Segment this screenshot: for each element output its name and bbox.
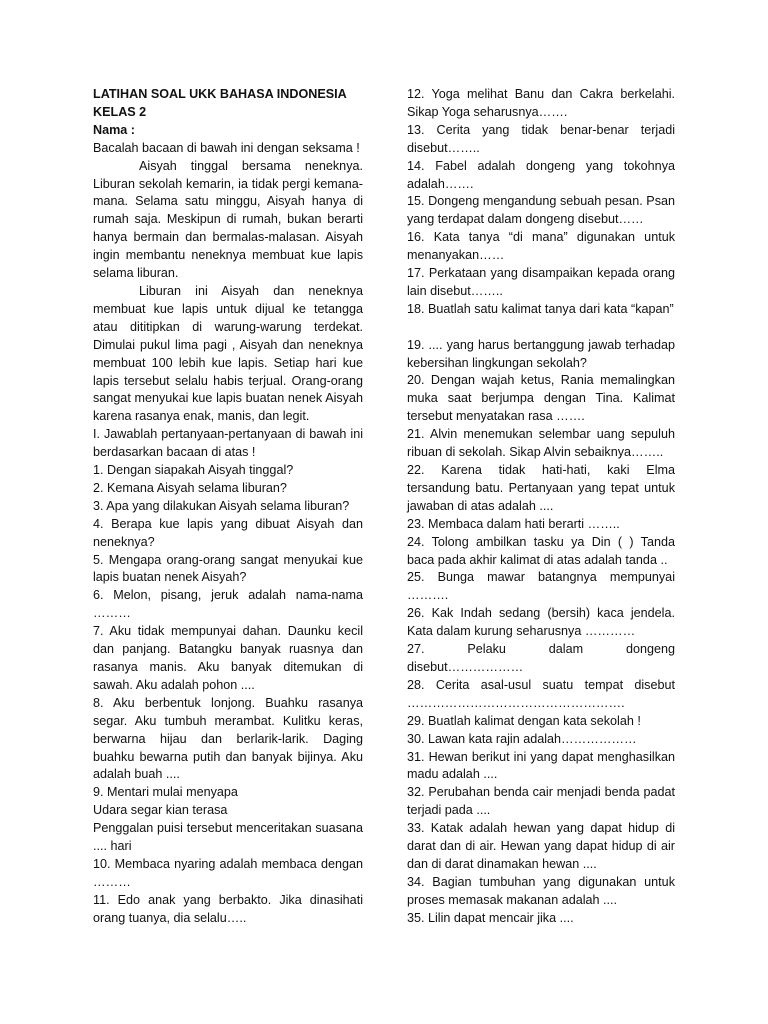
question-8: 8. Aku berbentuk lonjong. Buahku rasanya segar. Aku tumbuh merambat. Kulitku keras, berwarna hijau dan berlarik-larik. Daging buahku bewarna putih dan banyak bijinya. Aku adalah buah ....: [93, 695, 363, 782]
reading-instruction: Bacalah bacaan di bawah ini dengan seksama !: [93, 140, 360, 155]
question-24: 24. Tolong ambilkan tasku ya Din ( ) Tanda baca pada akhir kalimat di atas adalah tanda ..: [407, 534, 675, 567]
blank-line: [407, 319, 675, 337]
question-28: 28. Cerita asal-usul suatu tempat disebut …………………………………………….: [407, 677, 675, 710]
question-9-line-2: Udara segar kian terasa: [93, 803, 228, 818]
name-label: Nama :: [93, 122, 135, 137]
question-1: 1. Dengan siapakah Aisyah tinggal?: [93, 463, 294, 478]
question-9-line-3: Penggalan puisi tersebut menceritakan suasana .... hari: [93, 821, 363, 854]
question-14: 14. Fabel adalah dongeng yang tokohnya adalah…….: [407, 158, 675, 191]
question-27: 27. Pelaku dalam dongeng disebut………………: [407, 642, 675, 674]
section-instruction: I. Jawablah pertanyaan-pertanyaan di bawah ini berdasarkan bacaan di atas !: [93, 427, 363, 460]
question-3: 3. Apa yang dilakukan Aisyah selama liburan?: [93, 498, 350, 513]
question-12: 12. Yoga melihat Banu dan Cakra berkelahi. Sikap Yoga seharusnya…….: [407, 87, 675, 119]
left-column: [93, 86, 363, 928]
question-5: 5. Mengapa orang-orang sangat menyukai kue lapis buatan nenek Aisyah?: [93, 552, 363, 585]
question-31: 31. Hewan berikut ini yang dapat menghasilkan madu adalah ....: [407, 749, 675, 782]
class-label: KELAS 2: [93, 104, 147, 119]
question-16: 16. Kata tanya “di mana” digunakan untuk menanyakan……: [407, 230, 675, 263]
question-32: 32. Perubahan benda cair menjadi benda padat terjadi pada ....: [407, 785, 675, 818]
question-2: 2. Kemana Aisyah selama liburan?: [93, 480, 287, 495]
question-29: 29. Buatlah kalimat dengan kata sekolah !: [407, 713, 641, 728]
question-34: 34. Bagian tumbuhan yang digunakan untuk proses memasak makanan adalah ....: [407, 874, 675, 907]
reading-paragraph-2: Liburan ini Aisyah dan neneknya membuat kue lapis untuk dijual ke tetangga atau dititipkan di warung-warung terdekat. Dimulai pukul lima pagi , Aisyah dan neneknya membuat 100 lebih kue lapis. Setiap hari kue lapis tersebut selalu habis terjual. Orang-orang sangat menyukai kue lapis buatan nenek Aisyah karena rasanya enak, manis, dan legit.: [93, 283, 363, 424]
question-33: 33. Katak adalah hewan yang dapat hidup di darat dan di air. Hewan yang dapat hidup di air dan di darat dinamakan hewan ....: [407, 821, 675, 871]
question-26: 26. Kak Indah sedang (bersih) kaca jendela. Kata dalam kurung seharusnya …………: [407, 606, 675, 639]
question-19: 19. .... yang harus bertanggung jawab terhadap kebersihan lingkungan sekolah?: [407, 337, 675, 370]
question-25: 25. Bunga mawar batangnya mempunyai ……….: [407, 570, 675, 603]
question-13: 13. Cerita yang tidak benar-benar terjadi disebut……..: [407, 122, 675, 155]
question-17: 17. Perkataan yang disampaikan kepada orang lain disebut……..: [407, 266, 675, 298]
question-22: 22. Karena tidak hati-hati, kaki Elma tersandung batu. Pertanyaan yang tepat untuk jawaban di atas adalah ....: [407, 463, 675, 513]
right-column: [407, 86, 675, 928]
question-4: 4. Berapa kue lapis yang dibuat Aisyah dan neneknya?: [93, 516, 363, 549]
reading-paragraph-1: Aisyah tinggal bersama neneknya. Liburan sekolah kemarin, ia tidak pergi kemana-mana. Selama satu minggu, Aisyah hanya di rumah saja. Meskipun di rumah, bukan berarti hanya bermain dan bermalas-malasan. Aisyah ingin membantu neneknya membuat kue lapis selama liburan.: [93, 158, 363, 281]
question-15: 15. Dongeng mengandung sebuah pesan. Psan yang terdapat dalam dongeng disebut……: [407, 194, 675, 227]
question-20: 20. Dengan wajah ketus, Rania memalingkan muka saat berjumpa dengan Tina. Kalimat tersebut menyatakan rasa …….: [407, 373, 675, 424]
question-7: 7. Aku tidak mempunyai dahan. Daunku kecil dan panjang. Batangku banyak ruasnya dan rasanya manis. Aku banyak ditemukan di sawah. Aku adalah pohon ....: [93, 624, 363, 692]
question-18: 18. Buatlah satu kalimat tanya dari kata “kapan”: [407, 301, 674, 316]
question-6: 6. Melon, pisang, jeruk adalah nama-nama ………: [93, 588, 363, 621]
question-35: 35. Lilin dapat mencair jika ....: [407, 910, 574, 925]
question-21: 21. Alvin menemukan selembar uang sepuluh ribuan di sekolah. Sikap Alvin sebaiknya……..: [407, 427, 675, 460]
question-11: 11. Edo anak yang berbakto. Jika dinasihati orang tuanya, dia selalu…..: [93, 892, 363, 925]
question-30: 30. Lawan kata rajin adalah………………: [407, 731, 637, 746]
question-9-line-1: 9. Mentari mulai menyapa: [93, 785, 238, 800]
question-10: 10. Membaca nyaring adalah membaca dengan ………: [93, 856, 363, 889]
document-title: LATIHAN SOAL UKK BAHASA INDONESIA: [93, 87, 347, 101]
question-23: 23. Membaca dalam hati berarti ……..: [407, 516, 620, 531]
